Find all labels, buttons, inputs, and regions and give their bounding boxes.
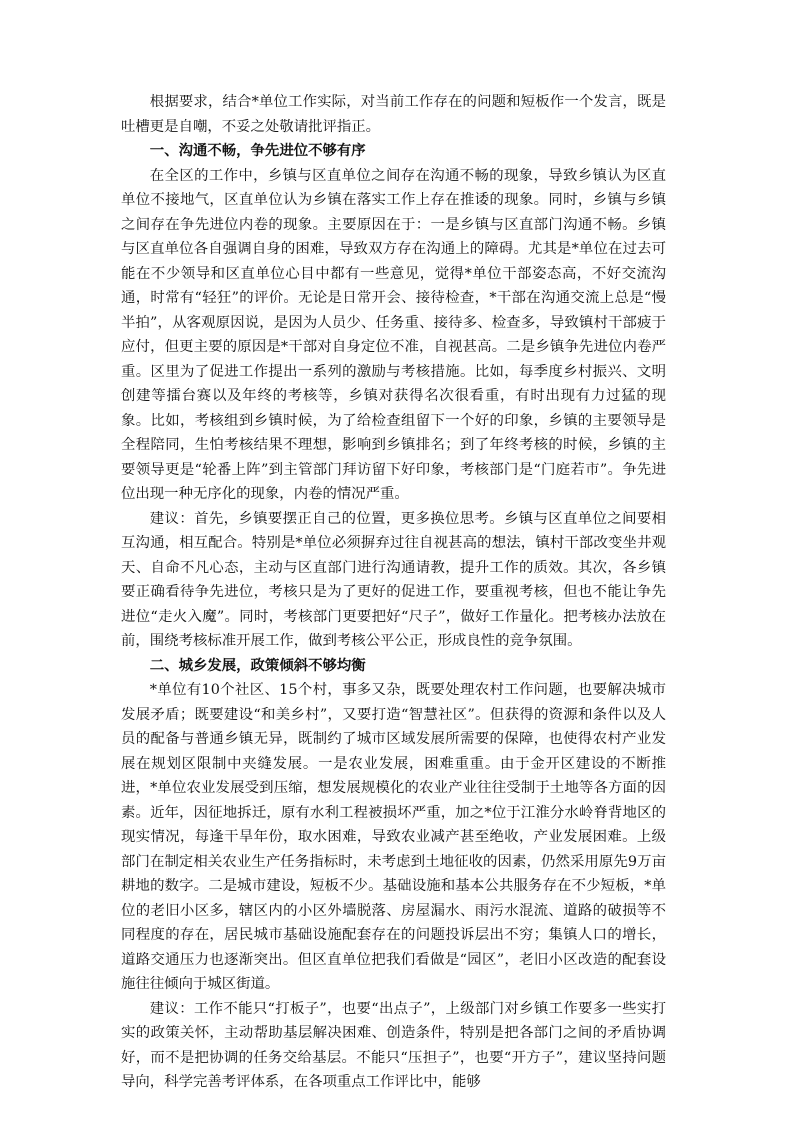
- document-page: [121, 90, 666, 1095]
- section-heading-2: 二、城乡发展，政策倾斜不够均衡: [149, 657, 366, 674]
- section-2-problem-paragraph: *单位有10个社区、15个村，事多又杂，既要处理农村工作问题，也要解决城市发展矛盾；既要建设“和美乡村”，又要打造“智慧社区”。但获得的资源和条件以及人员的配备与普通乡镇无异，既制约了城市区域发展所需要的保障，也使得农村产业发展在规划区限制中夹缝发展。一是农业发展，困难重重。由于金开区建设的不断推进，*单位农业发展受到压缩，想发展规模化的农业产业往往受制于土地等各方面的因素。近年，因征地拆迁，原有水利工程被损坏严重，加之*位于江淮分水岭脊背地区的现实情况，每逢干旱年份，取水困难，导致农业减产甚至绝收，产业发展困难。上级部门在制定相关农业生产任务指标时，未考虑到土地征收的因素，仍然采用原先9万亩耕地的数字。二是城市建设，短板不少。基础设施和基本公共服务存在不少短板，*单位的老旧小区多，辖区内的小区外墙脱落、房屋漏水、雨污水混流、道路的破损等不同程度的存在，居民城市基础设施配套存在的问题投诉层出不穷；集镇人口的增长，道路交通压力也逐渐突出。但区直单位把我们看做是“园区”，老旧小区改造的配套设施往往倾向于城区街道。: [121, 682, 666, 992]
- section-2-suggestion-paragraph: 建议：工作不能只“打板子”，也要“出点子”，上级部门对乡镇工作要多一些实打实的政策关怀，主动帮助基层解决困难、创造条件，特别是把各部门之间的矛盾协调好，而不是把协调的任务交给基层。不能只“压担子”，也要“开方子”，建议坚持问题导向，科学完善考评体系，在各项重点工作评比中，能够: [121, 1000, 666, 1090]
- intro-paragraph: 根据要求，结合*单位工作实际，对当前工作存在的问题和短板作一个发言，既是吐槽更是自嘲，不妥之处敬请批评指正。: [121, 94, 666, 135]
- section-1-problem-paragraph: 在全区的工作中，乡镇与区直单位之间存在沟通不畅的现象，导致乡镇认为区直单位不接地气，区直单位认为乡镇在落实工作上存在推诿的现象。同时，乡镇与乡镇之间存在争先进位内卷的现象。主要原因在于：一是乡镇与区直部门沟通不畅。乡镇与区直单位各自强调自身的困难，导致双方存在沟通上的障碍。尤其是*单位在过去可能在不少领导和区直单位心目中都有一些意见，觉得*单位干部姿态高，不好交流沟通，时常有“轻狂”的评价。无论是日常开会、接待检查，*干部在沟通交流上总是“慢半拍”，从客观原因说，是因为人员少、任务重、接待多、检查多，导致镇村干部疲于应付，但更主要的原因是*干部对自身定位不准，自视甚高。二是乡镇争先进位内卷严重。区里为了促进工作提出一系列的激励与考核措施。比如，每季度乡村振兴、文明创建等擂台赛以及年终的考核等，乡镇对获得名次很看重，有时出现有力过猛的现象。比如，考核组到乡镇时候，为了给检查组留下一个好的印象，乡镇的主要领导是全程陪同，生怕考核结果不理想，影响到乡镇排名；到了年终考核的时候，乡镇的主要领导更是“轮番上阵”到主管部门拜访留下好印象，考核部门是“门庭若市”。争先进位出现一种无序化的现象，内卷的情况严重。: [121, 167, 666, 502]
- section-1-suggestion-paragraph: 建议：首先，乡镇要摆正自己的位置，更多换位思考。乡镇与区直单位之间要相互沟通，相互配合。特别是*单位必须摒弃过往自视甚高的想法，镇村干部改变坐井观天、自命不凡心态，主动与区直部门进行沟通请教，提升工作的质效。其次，各乡镇要正确看待争先进位，考核只是为了更好的促进工作，要重视考核，但也不能让争先进位“走火入魔”。同时，考核部门更要把好“尺子”，做好工作量化。把考核办法放在前，围绕考核标准开展工作，做到考核公平公正，形成良性的竞争氛围。: [121, 510, 666, 649]
- section-heading-1: 一、沟通不畅，争先进位不够有序: [149, 143, 366, 159]
